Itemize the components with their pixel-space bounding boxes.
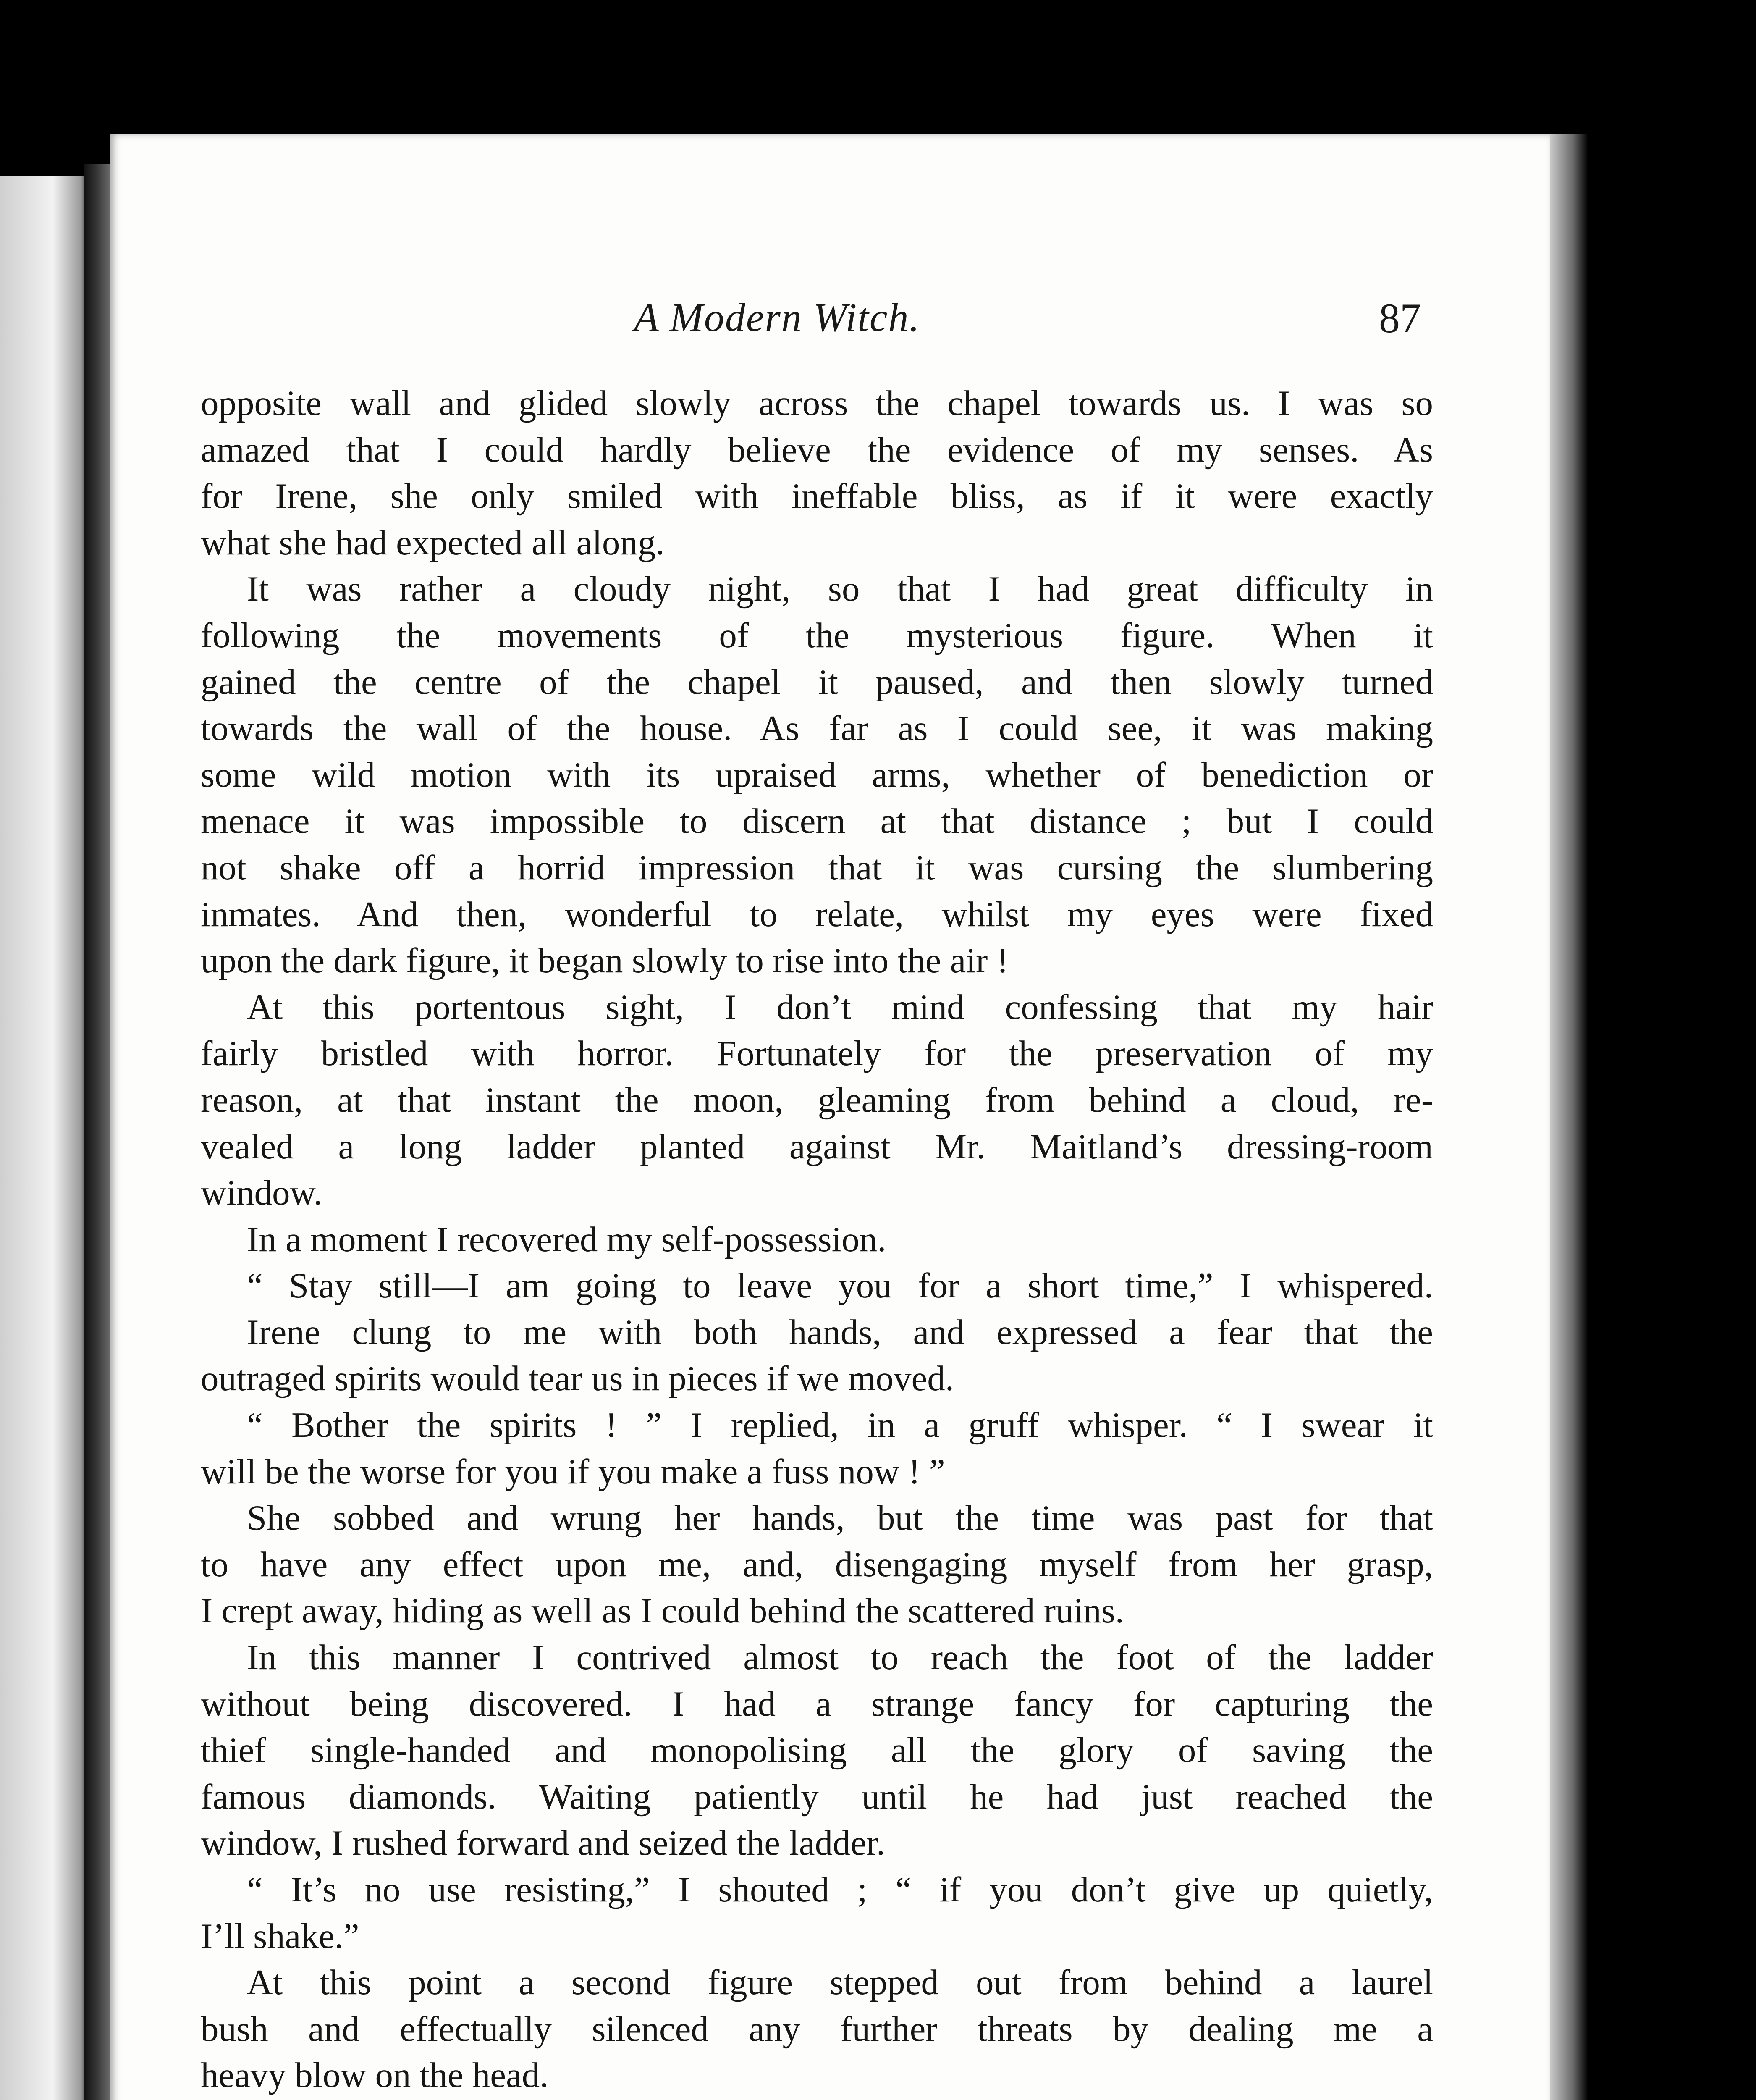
text-line: bush and effectually silenced any further threats by dealing me a: [201, 2009, 1433, 2049]
text-line: following the movements of the mysterious figure. When it: [201, 615, 1433, 655]
text-line: Irene clung to me with both hands, and expressed a fear that the: [247, 1312, 1433, 1352]
text-line: for Irene, she only smiled with ineffable bliss, as if it were exactly: [201, 476, 1433, 516]
text-line: window, I rushed forward and seized the ladder.: [201, 1823, 886, 1863]
text-line: At this point a second figure stepped out from behind a laurel: [247, 1963, 1433, 2003]
text-line: “ Bother the spirits ! ” I replied, in a gruff whisper. “ I swear it: [247, 1405, 1433, 1445]
text-line: “ Stay still—I am going to leave you for a short time,” I whispered.: [247, 1266, 1433, 1306]
book-gutter: [84, 164, 113, 2100]
text-line: vealed a long ladder planted against Mr. Maitland’s dressing-room: [201, 1126, 1433, 1166]
text-line: window.: [201, 1173, 322, 1213]
text-line: inmates. And then, wonderful to relate, whilst my eyes were fixed: [201, 894, 1433, 934]
page-number: 87: [1379, 295, 1421, 341]
body-text: [201, 380, 1433, 2100]
text-line: without being discovered. I had a strange fancy for capturing the: [201, 1684, 1433, 1724]
text-line: upon the dark figure, it began slowly to rise into the air !: [201, 941, 1009, 981]
text-line: She sobbed and wrung her hands, but the time was past for that: [247, 1498, 1433, 1538]
text-line: In this manner I contrived almost to reach the foot of the ladder: [247, 1638, 1433, 1677]
text-line: amazed that I could hardly believe the evidence of my senses. As: [201, 430, 1433, 470]
page-edge-shadow: [1550, 134, 1588, 2100]
text-line: I’ll shake.”: [201, 1916, 359, 1956]
text-line: to have any effect upon me, and, disengaging myself from her grasp,: [201, 1544, 1433, 1584]
text-line: menace it was impossible to discern at that distance ; but I could: [201, 801, 1433, 841]
text-line: It was rather a cloudy night, so that I had great difficulty in: [247, 569, 1433, 609]
text-line: “ It’s no use resisting,” I shouted ; “ if you don’t give up quietly,: [247, 1870, 1433, 1909]
text-line: famous diamonds. Waiting patiently until he had just reached the: [201, 1777, 1433, 1816]
running-head: A Modern Witch.: [634, 295, 920, 340]
text-line: what she had expected all along.: [201, 522, 665, 562]
text-line: reason, at that instant the moon, gleaming from behind a cloud, re-: [201, 1080, 1433, 1120]
text-line: outraged spirits would tear us in pieces if we moved.: [201, 1359, 954, 1399]
text-line: I crept away, hiding as well as I could behind the scattered ruins.: [201, 1591, 1124, 1631]
text-line: In a moment I recovered my self-possession.: [247, 1219, 886, 1259]
text-line: will be the worse for you if you make a fuss now ! ”: [201, 1452, 945, 1491]
text-line: fairly bristled with horror. Fortunately for the preservation of my: [201, 1034, 1433, 1074]
text-line: thief single-handed and monopolising all the glory of saving the: [201, 1730, 1433, 1770]
text-line: opposite wall and glided slowly across the chapel towards us. I was so: [201, 383, 1433, 423]
text-line: not shake off a horrid impression that it was cursing the slumbering: [201, 848, 1433, 887]
text-line: towards the wall of the house. As far as I could see, it was making: [201, 709, 1433, 748]
text-line: gained the centre of the chapel it paused, and then slowly turned: [201, 662, 1433, 702]
text-line: heavy blow on the head.: [201, 2055, 549, 2095]
text-line: At this portentous sight, I don’t mind confessing that my hair: [247, 987, 1433, 1027]
text-line: some wild motion with its upraised arms, whether of benediction or: [201, 755, 1433, 795]
facing-page-edge: [0, 176, 88, 2100]
